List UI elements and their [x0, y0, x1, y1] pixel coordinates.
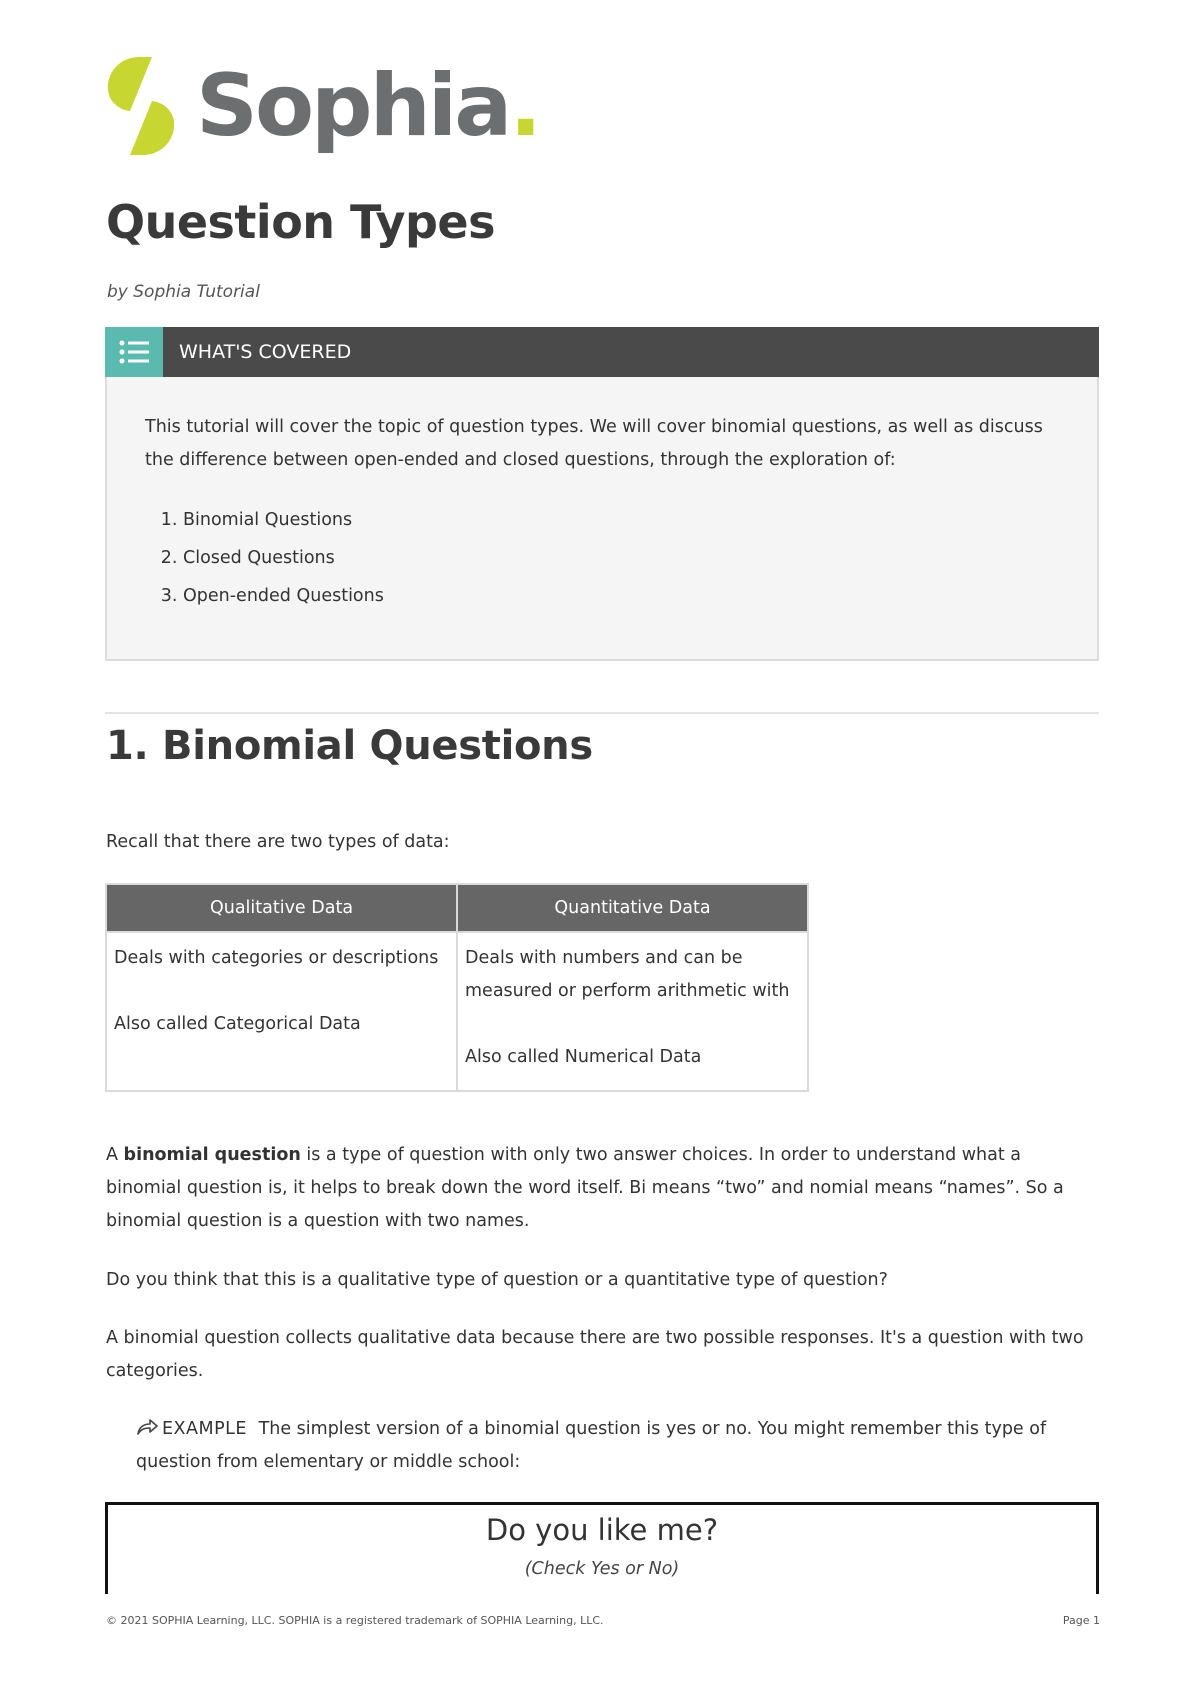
section-heading: 1. Binomial Questions: [106, 723, 593, 769]
byline: by Sophia Tutorial: [107, 282, 260, 302]
whats-covered-header: [105, 327, 1099, 377]
example-text: The simplest version of a binomial question is yes or no. You might remember this type of question from elementary or middle school:: [136, 1419, 1047, 1472]
example-label: EXAMPLE: [162, 1419, 247, 1439]
list-icon: [105, 327, 163, 377]
def-prefix: A: [106, 1145, 124, 1165]
section-divider: [105, 712, 1099, 714]
box-instruction: (Check Yes or No): [524, 1559, 680, 1579]
def-rest: is a type of question with only two answer choices. In order to understand what a binomial question is, it helps to break down the word itself. Bi means “two” and nomial means “names”. So a binomial question is a question with two names.: [106, 1145, 1064, 1231]
cell-text: Deals with categories or descriptions: [114, 948, 439, 968]
whats-covered-body: [105, 377, 1099, 661]
cell-text: Deals with numbers and can be measured or perform arithmetic with: [465, 948, 790, 1001]
box-question: Do you like me?: [485, 1513, 719, 1547]
footer-page-number: Page 1: [1062, 1614, 1100, 1627]
covered-list: [145, 501, 1059, 615]
whats-covered-box: [105, 327, 1099, 661]
cell-text: Also called Numerical Data: [465, 1047, 702, 1067]
example-block: [136, 1413, 1096, 1479]
data-types-table: [105, 883, 809, 1092]
table-cell: [106, 932, 457, 1091]
definition-paragraph: [106, 1139, 1096, 1238]
covered-intro: This tutorial will cover the topic of question types. We will cover binomial questions, as well as discuss the difference between open-ended and closed questions, through the exploration of:: [145, 417, 1043, 470]
footer-copyright: © 2021 SOPHIA Learning, LLC. SOPHIA is a registered trademark of SOPHIA Learning, LLC.: [106, 1614, 604, 1627]
recall-text: Recall that there are two types of data:: [106, 832, 450, 852]
sophia-wordmark: Sophia.: [196, 56, 539, 156]
covered-list-item: 1. Binomial Questions: [183, 501, 1059, 539]
whats-covered-heading: WHAT'S COVERED: [179, 341, 352, 363]
table-header: Quantitative Data: [457, 884, 808, 932]
answer-paragraph: A binomial question collects qualitative data because there are two possible responses. It's a question with two categories.: [106, 1328, 1084, 1381]
def-term: binomial question: [123, 1145, 301, 1165]
cell-text: Also called Categorical Data: [114, 1014, 361, 1034]
table-cell: [457, 932, 808, 1091]
example-question-box: [105, 1502, 1099, 1594]
table-header: Qualitative Data: [106, 884, 457, 932]
table-header-row: [106, 884, 808, 932]
example-arrow-icon: [136, 1417, 158, 1437]
sophia-logo-icon: [104, 55, 178, 157]
covered-list-item: 2. Closed Questions: [183, 539, 1059, 577]
table-row: [106, 932, 808, 1091]
covered-list-item: 3. Open-ended Questions: [183, 577, 1059, 615]
sophia-logo: [104, 55, 539, 157]
question-paragraph: Do you think that this is a qualitative type of question or a quantitative type of question?: [106, 1270, 888, 1290]
page-title: Question Types: [106, 195, 495, 249]
